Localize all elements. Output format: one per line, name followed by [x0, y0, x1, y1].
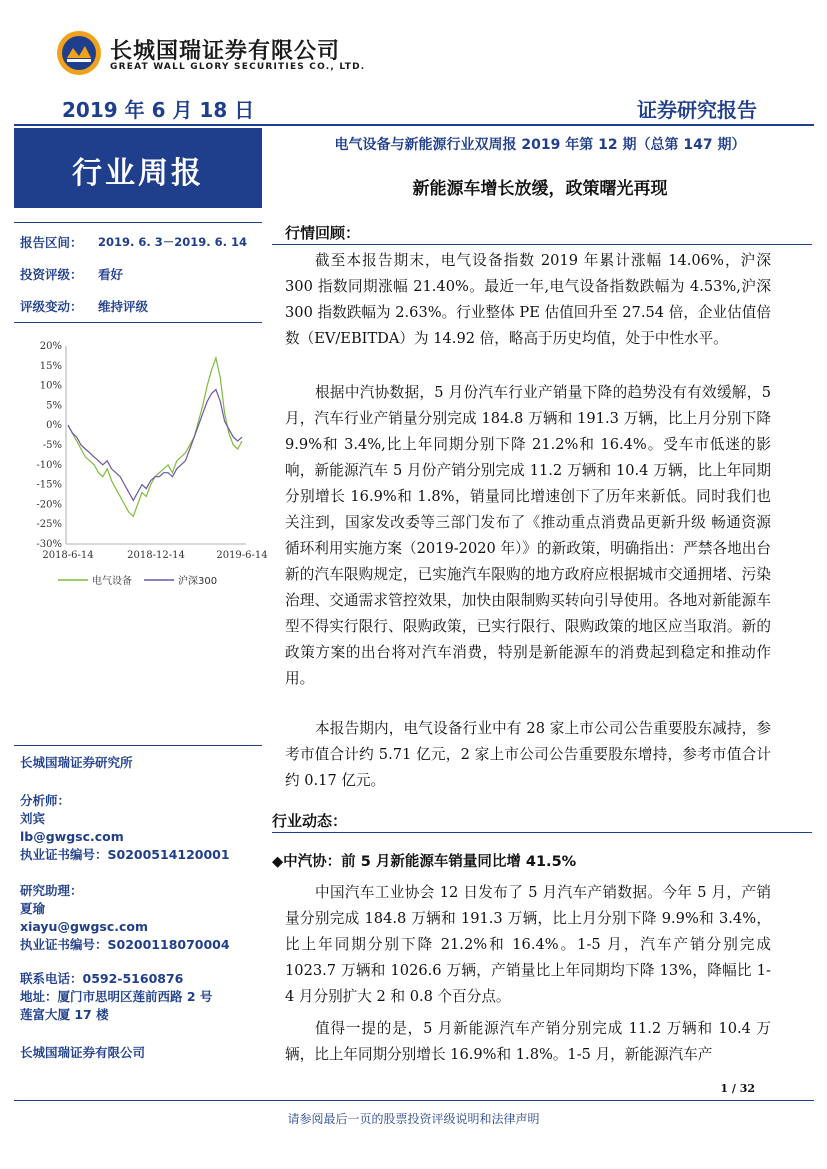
- y-tick-label: -20%: [36, 499, 62, 511]
- section-divider: [272, 244, 812, 245]
- contact-address-line-2: 莲富大厦 17 楼: [20, 1007, 109, 1022]
- sidebar-divider: [14, 322, 262, 323]
- market-review-heading: 行情回顾：: [285, 224, 361, 242]
- legend: [58, 574, 217, 587]
- assistant-label: 研究助理：: [20, 883, 83, 898]
- assistant-name: 夏瑜: [20, 901, 46, 916]
- x-tick-label: 2019-6-14: [216, 550, 268, 561]
- analyst-email[interactable]: lb@gwgsc.com: [20, 829, 124, 844]
- y-tick-label: 20%: [39, 341, 62, 352]
- series-line-1: [68, 358, 242, 516]
- contact-address-line-1: 地址：厦门市思明区莲前西路 2 号: [20, 989, 213, 1004]
- news-heading: ◆中汽协：前 5 月新能源车销量同比增 41.5%: [272, 854, 577, 870]
- report-category: 行业周报: [72, 156, 204, 191]
- review-paragraph: 根据中汽协数据，5 月份汽车行业产销量下降的趋势没有有效缓解，5 月，汽车行业产销量分别完成 184.8 万辆和 191.3 万辆，比上月分别下降 9.9%和 3.4%,比上年同期分别下降 21.2%和 16.4%。受车市低迷的影响，新能源汽车 5 月份产销分别完成 11.2 万辆和 10.4 万辆，比上年同期分别增长 16.9%和 1.8%，销量同比增速创下了历年来新低。同时我们也关注到，国家发改委等三部门发布了《推动重点消费品更新升级 畅通资源循环利用实施方案（2019-2020 年）》的新政策，明确指出：严禁各地出台新的汽车限购规定，已实施汽车限购的地方政府应根据城市交通拥堵、污染治理、交通需求管控效果，加快由限制购买转向引导使用。各地对新能源车型不得实行限行、限购政策，已实行限行、限购政策的地区应当取消。新的政策方案的出台将对汽车消费，特别是新能源车的消费起到稳定和推动作用。: [285, 384, 771, 687]
- company-name-en: GREAT WALL GLORY SECURITIES CO., LTD.: [110, 62, 366, 72]
- company-footer-name: 长城国瑞证券有限公司: [20, 1045, 146, 1060]
- meta-value: 看好: [98, 267, 124, 282]
- analyst-cert: 执业证书编号：S0200514120001: [20, 847, 230, 862]
- contact-phone: 联系电话：0592-5160876: [20, 971, 184, 986]
- industry-dynamics-heading: 行业动态：: [272, 812, 348, 830]
- y-tick-label: -15%: [36, 479, 62, 491]
- meta-key: 评级变动：: [20, 299, 83, 314]
- y-axis-ticks: [36, 341, 62, 550]
- assistant-cert: 执业证书编号：S0200118070004: [20, 937, 230, 952]
- series-lines: [68, 358, 242, 516]
- sidebar-divider: [14, 222, 262, 223]
- legend-label-series-2: 沪深300: [178, 576, 218, 587]
- report-category-box: [14, 128, 262, 208]
- y-tick-label: -5%: [42, 440, 62, 451]
- y-tick-label: -10%: [36, 459, 62, 471]
- review-paragraph: 截至本报告期末，电气设备指数 2019 年累计涨幅 14.06%，沪深 300 指数同期涨幅 21.40%。最近一年,电气设备指数跌幅为 4.53%,沪深 300 指数跌幅为 2.63%。行业整体 PE 估值回升至 27.54 倍，企业估值倍数（EV/EBITDA）为 14.92 倍，略高于历史均值，处于中性水平。: [285, 252, 771, 347]
- y-tick-label: 15%: [39, 360, 62, 372]
- company-logo: [56, 30, 102, 76]
- index-performance-chart: [16, 336, 268, 596]
- meta-rating-change: [20, 297, 149, 315]
- header-divider: [14, 124, 814, 126]
- assistant-email[interactable]: xiayu@gwgsc.com: [20, 919, 149, 934]
- company-name-cn: 长城国瑞证券有限公司: [110, 39, 341, 64]
- meta-key: 报告区间：: [20, 235, 83, 250]
- meta-rating: [20, 265, 124, 283]
- analyst-name: 刘宾: [20, 811, 46, 826]
- report-date: 2019 年 6 月 18 日: [62, 98, 255, 122]
- y-tick-label: 5%: [46, 400, 62, 412]
- series-title: 电气设备与新能源行业双周报 2019 年第 12 期（总第 147 期）: [334, 137, 746, 153]
- disclaimer[interactable]: 请参阅最后一页的股票投资评级说明和法律声明: [287, 1112, 540, 1126]
- series-line-2: [68, 390, 242, 501]
- review-paragraph: 本报告期内，电气设备行业中有 28 家上市公司公告重要股东减持，参考市值合计约 5.71 亿元，2 家上市公司公告重要股东增持，参考市值合计约 0.17 亿元。: [285, 720, 771, 789]
- news-paragraph: 中国汽车工业协会 12 日发布了 5 月汽车产销数据。今年 5 月，产销量分别完成 184.8 万辆和 191.3 万辆，比上月分别下降 9.9%和 3.4%，比上年同期分别下降 21.2%和 16.4%。1-5 月，汽车产销分别完成 1023.7 万辆和 1026.6 万辆，产销量比上年同期均下降 13%，降幅比 1-4 月分别扩大 2 和 0.8 个百分点。: [285, 884, 771, 1005]
- y-tick-label: 0%: [46, 420, 62, 432]
- legend-label-series-1: 电气设备: [92, 576, 132, 587]
- meta-value: 维持评级: [98, 299, 149, 314]
- x-tick-label: 2018-12-14: [127, 550, 185, 561]
- y-tick-label: -30%: [36, 539, 62, 550]
- y-tick-label: 10%: [39, 380, 62, 392]
- meta-period: [20, 233, 248, 251]
- meta-key: 投资评级：: [20, 267, 83, 282]
- x-axis-ticks: [42, 550, 267, 561]
- headline: 新能源车增长放缓，政策曙光再现: [412, 179, 668, 199]
- section-divider: [272, 832, 812, 833]
- footer-divider: [14, 1100, 814, 1101]
- analyst-label: 分析师：: [20, 793, 71, 808]
- y-tick-label: -25%: [36, 519, 62, 531]
- sidebar-divider: [14, 745, 262, 746]
- report-type: 证券研究报告: [637, 98, 757, 122]
- news-paragraph: 值得一提的是，5 月新能源汽车产销分别完成 11.2 万辆和 10.4 万辆，比上年同期分别增长 16.9%和 1.8%。1-5 月，新能源汽车产: [285, 1020, 771, 1063]
- page-number: 1 / 32: [720, 1082, 755, 1095]
- x-tick-label: 2018-6-14: [42, 550, 94, 561]
- institute-name: 长城国瑞证券研究所: [20, 755, 133, 770]
- meta-value: 2019. 6. 3－2019. 6. 14: [98, 235, 248, 249]
